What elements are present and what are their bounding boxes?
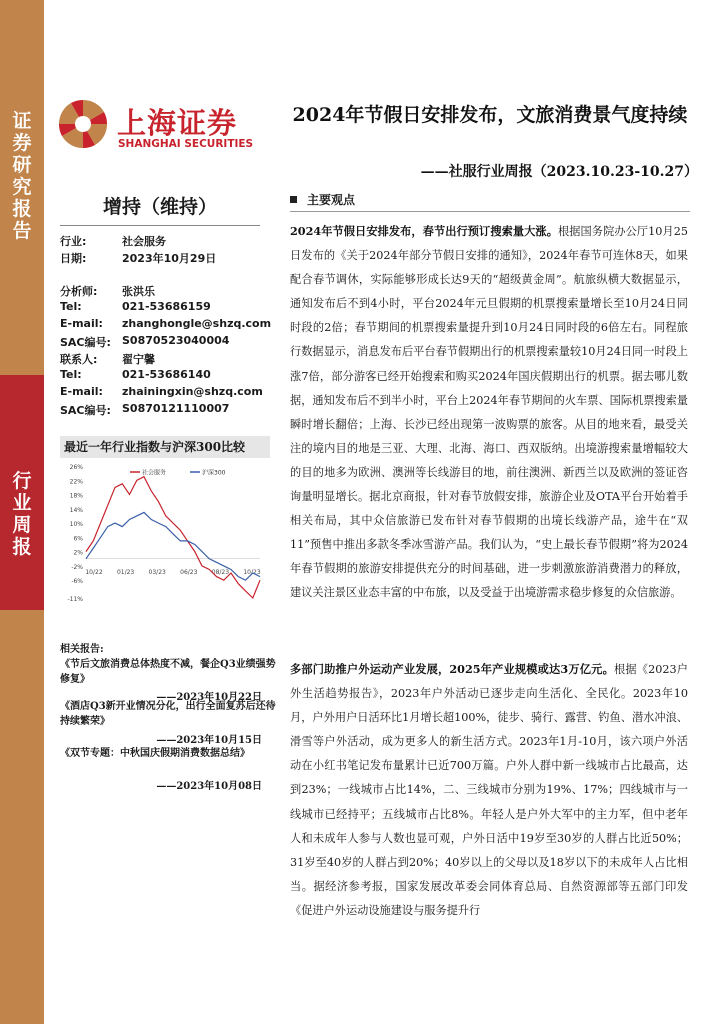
info-label-industry: 行业: <box>60 235 87 248</box>
related-report-date: ——2023年10月15日 <box>156 735 262 746</box>
x-tick-label: 10/22 <box>85 568 103 576</box>
x-tick-label: 08/23 <box>211 568 230 576</box>
x-tick-label: 10/23 <box>243 568 261 576</box>
y-tick-label: 14% <box>69 506 83 514</box>
info-label-email: E-mail: <box>60 317 103 330</box>
sidebar <box>0 0 44 1024</box>
index-comparison-chart <box>60 436 270 608</box>
y-tick-label: 18% <box>69 492 83 500</box>
info-value-email-2[interactable]: zhainingxin@shzq.com <box>122 385 263 398</box>
info-label-analyst: 分析师: <box>60 285 98 298</box>
info-label-sac: SAC编号: <box>60 336 111 349</box>
square-bullet-icon <box>290 196 297 203</box>
x-tick-label: 01/23 <box>116 568 135 576</box>
section-heading-key-points <box>290 191 355 208</box>
sidebar-label-research-report: 证券研究报告 <box>12 110 32 242</box>
legend-label: 沪深300 <box>202 469 226 477</box>
info-label-sac-2: SAC编号: <box>60 404 111 417</box>
info-value-contact: 翟宁馨 <box>122 353 155 366</box>
paragraph-lead: 2024年节假日安排发布，春节出行预订搜索量大涨。 <box>290 224 558 238</box>
x-tick-label: 03/23 <box>148 568 166 576</box>
related-report-title[interactable]: 《酒店Q3新开业情况分化，出行全面复苏后还待持续繁荣》 <box>60 701 276 727</box>
info-label-tel-2: Tel: <box>60 368 82 381</box>
y-tick-label: -11% <box>67 596 83 603</box>
rating-label: 增持（维持） <box>60 192 260 226</box>
logo-chinese-name: 上海证券 <box>117 106 238 140</box>
info-value-sac-2: S0870121110007 <box>122 402 230 415</box>
info-value-sac: S0870523040004 <box>122 334 230 347</box>
series-line-social-services <box>86 477 260 598</box>
info-label-date: 日期: <box>60 252 87 265</box>
related-report-title[interactable]: 《节后文旅消费总体热度不减，餐企Q3业绩强势修复》 <box>60 659 276 685</box>
report-title: 2024年节假日安排发布，文旅消费景气度持续 <box>292 104 688 126</box>
y-tick-label: 22% <box>69 478 83 486</box>
section-divider <box>290 211 690 212</box>
y-tick-label: -6% <box>71 578 83 586</box>
report-subtitle: ——社服行业周报（2023.10.23-10.27） <box>420 164 698 180</box>
info-value-email[interactable]: zhanghongle@shzq.com <box>122 317 272 330</box>
info-label-tel: Tel: <box>60 300 82 313</box>
info-label-email-2: E-mail: <box>60 385 103 398</box>
related-report-date: ——2023年10月08日 <box>156 781 262 792</box>
paragraph-body: 根据国务院办公厅10月25日发布的《关于2024年部分节假日安排的通知》，2024年春节可连休8天，如果配合春节调休，实际能够形成长达9天的“超级黄金周”。航旅纵横大数据显示，通知发布后不到4小时，平台2024年元旦假期的机票搜索量增长至10月24日同时段的2倍；春节期间的机票搜索量提升到10月24日同时段的6倍左右。同程旅行数据显示，消息发布后平台春节假期出行的机票搜索量较10月24日同一时段上涨7倍，部分游客已经开始搜索和购买2024年国庆假期出行的机票。据去哪儿数据，通知发布后不到半小时，平台上2024年春节期间的火车票、国际机票搜索量瞬时增长翻倍；上海、长沙已经出现第一波购票的旅客。从目的地来看，最受关注的境内目的地是三亚、大理、北海、海口、西双版纳。出境游搜索量增幅较大的目的地多为欧洲、澳洲等长线游目的地，前往澳洲、新西兰以及欧洲的签证咨询量明显增长。据北京商报，针对春节放假安排，旅游企业及OTA平台开始着手相关布局，其中众信旅游已发布针对春节假期的出境长线游产品，途牛在“双11”预售中推出多款冬季冰雪游产品。我们认为，“史上最长春节假期”将为2024年春节假期的旅游安排提供充分的时间基础，进一步刺激旅游消费潜力的释放，建议关注景区业态丰富的中布旅，以及受益于出境游需求稳步修复的众信旅游。 <box>290 225 688 600</box>
section-title-text: 主要观点 <box>307 193 356 207</box>
y-tick-label: 6% <box>73 535 83 543</box>
paragraph-body: 根据《2023户外生活趋势报告》，2023年户外活动已逐步走向生活化、全民化。2023年10月，户外用户日活环比1月增长超100%，徒步、骑行、露营、钓鱼、潜水冲浪、滑雪等户外活动，成为更多人的新生活方式。2023年1月-10月，该六项户外活动在小红书笔记发布量累计已近700万篇。户外人群中新一线城市占比最高，达到23%；一线城市占比14%，二、三线城市分别为19%、17%；四线城市与一线城市已经持平；五线城市占比8%。年轻人是户外大军中的主力军，但中老年人和未成年人参与人数也显可观，户外日活中19岁至30岁的人群占比近50%；31岁至40岁的人群占到20%；40岁以上的父母以及18岁以下的未成年人占比相当。据经济参考报，国家发展改革委会同体育总局、自然资源部等五部门印发《促进户外运动设施建设与服务提升行 <box>290 663 688 917</box>
y-tick-label: 26% <box>69 464 83 471</box>
y-tick-label: 10% <box>69 521 83 529</box>
chart-plot <box>60 458 270 608</box>
paragraph-outdoor-sports <box>290 657 688 923</box>
related-report-title[interactable]: 《双节专题：中秋国庆假期消费数据总结》 <box>60 748 250 759</box>
info-value-analyst: 张洪乐 <box>122 285 155 298</box>
info-value-industry: 社会服务 <box>122 235 166 248</box>
related-report-date: ——2023年10月22日 <box>156 692 262 703</box>
info-value-tel-2: 021-53686140 <box>122 368 211 381</box>
sidebar-label-weekly-report: 行业周报 <box>12 470 32 558</box>
legend-label: 社会服务 <box>142 469 167 477</box>
chart-title: 最近一年行业指数与沪深300比较 <box>60 436 270 458</box>
y-tick-label: -2% <box>71 563 83 571</box>
y-tick-label: 2% <box>73 549 83 557</box>
x-tick-label: 06/23 <box>180 568 198 576</box>
sidebar-bottom-band <box>0 610 44 1024</box>
related-reports-heading: 相关报告: <box>60 644 104 655</box>
logo-english-name: SHANGHAI SECURITIES <box>118 138 254 150</box>
analyst-info-block <box>60 233 280 423</box>
info-value-tel: 021-53686159 <box>122 300 211 313</box>
shanghai-securities-logo-icon <box>57 98 109 150</box>
paragraph-lead: 多部门助推户外运动产业发展，2025年产业规模或达3万亿元。 <box>290 662 614 676</box>
paragraph-holiday-schedule <box>290 219 688 606</box>
info-value-date: 2023年10月29日 <box>122 252 217 265</box>
info-label-contact: 联系人: <box>60 353 98 366</box>
